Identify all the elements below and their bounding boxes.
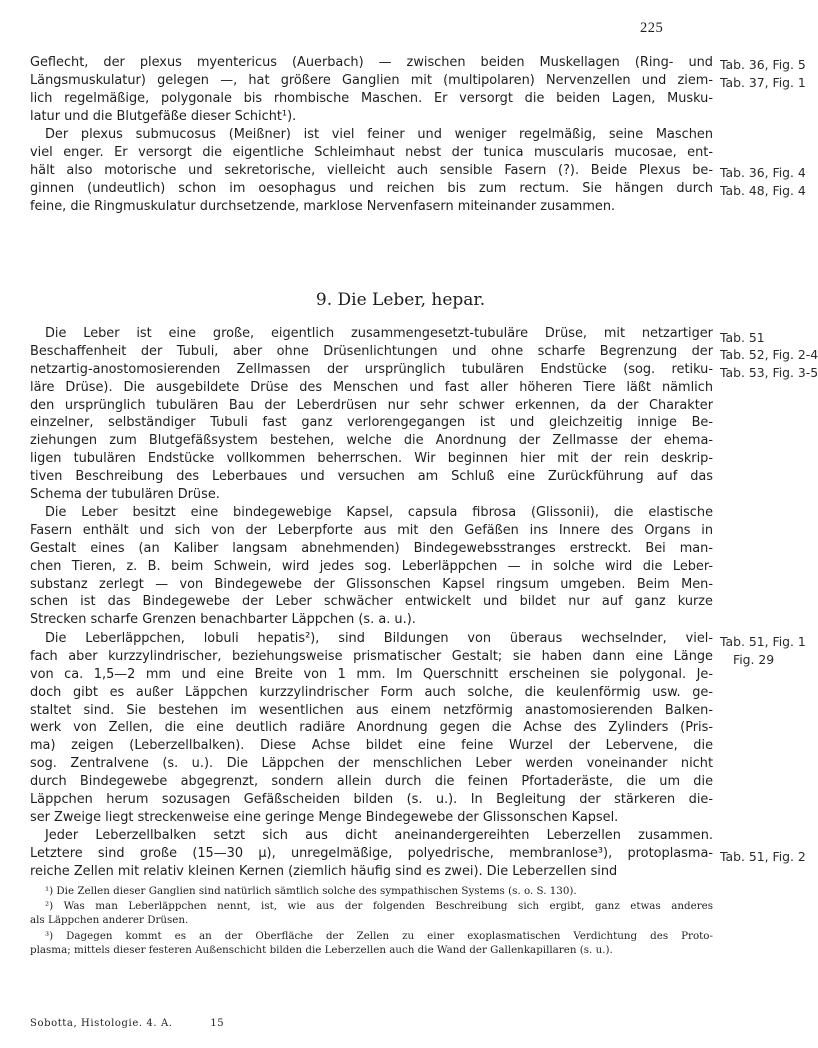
text-line: Strecken scharfe Grenzen benachbarter Läppchen (s. a. u.).: [30, 612, 416, 628]
text-line: hält also motorische und sekretorische, vielleicht auch sensible Fasern (?). Beide Plexus be-: [30, 162, 713, 178]
text-line: Läppchen herum sozusagen Gefäßscheiden bilden (s. u.). In Begleitung der stärkeren die-: [30, 792, 713, 808]
text-line: ligen tubulären Endstücke vollkommen beherrschen. Wir beginnen hier mit der rein deskrip-: [30, 451, 713, 467]
text-line: Beschaffenheit der Tubuli, aber ohne Drüsenlichtungen und ohne scharfe Begrenzung der: [30, 343, 713, 359]
footnote-line: als Läppchen anderer Drüsen.: [30, 914, 189, 927]
text-line: ma) zeigen (Leberzellbalken). Diese Achse bildet eine feine Wurzel der Lebervene, die: [30, 738, 713, 754]
paragraph-plexus-myentericus: [30, 54, 713, 126]
text-line: von ca. 1,5—2 mm und eine Breite von 1 mm. Im Querschnitt erscheinen sie polygonal. Je-: [30, 666, 713, 682]
paragraph-leber-intro: [30, 325, 713, 504]
margin-ref: Tab. 51, Fig. 1: [720, 634, 806, 649]
paragraph-kapsel: [30, 504, 713, 629]
text-line: Gestalt eines (an Kaliber langsam abnehmenden) Bindegewebsstranges erstreckt. Bei man-: [30, 540, 713, 556]
text-line: Längsmuskulatur) gelegen —, hat größere Ganglien mit (multipolaren) Nervenzellen und ziem-: [30, 72, 713, 88]
text-line: feine, die Ringmuskulatur durchsetzende, marklose Nervenfasern miteinander zusammen.: [30, 198, 616, 214]
margin-ref: Tab. 36, Fig. 4: [720, 165, 806, 180]
text-line: Geflecht, der plexus myentericus (Auerbach) — zwischen beiden Muskellagen (Ring- und: [30, 55, 713, 70]
margin-ref: Tab. 48, Fig. 4: [720, 183, 806, 198]
margin-ref: Tab. 37, Fig. 1: [720, 75, 806, 90]
margin-ref: Tab. 52, Fig. 2-4: [720, 347, 818, 362]
signature-line: Sobotta, Histologie. 4. A. 15: [30, 1018, 225, 1029]
margin-ref: Tab. 53, Fig. 3-5: [720, 365, 818, 380]
text-line: durch Bindegewebe abgegrenzt, sondern allein durch die feinen Pfortaderäste, die um die: [30, 774, 713, 790]
text-line: Jeder Leberzellbalken setzt sich aus dicht aneinandergereihten Leberzellen zusammen.: [45, 828, 713, 843]
text-line: sog. Zentralvene (s. u.). Die Läppchen der menschlichen Leber werden voneinander nicht: [30, 756, 713, 772]
text-line: staltet sind. Sie bestehen im wesentlichen aus einem netzförmig anastomosierenden Balken-: [30, 702, 713, 718]
text-line: Schema der tubulären Drüse.: [30, 487, 220, 503]
text-line: Der plexus submucosus (Meißner) ist viel feiner und weniger regelmäßig, seine Maschen: [45, 127, 713, 142]
text-line: chen Tieren, z. B. beim Schwein, wird jedes sog. Leberläppchen — in solche wird die Leber-: [30, 558, 713, 574]
text-line: den ursprünglich tubulären Bau der Leberdrüsen nur sehr schwer erkennen, da der Charakter: [30, 397, 713, 413]
footnote-line: ¹) Die Zellen dieser Ganglien sind natürlich sämtlich solche des sympathischen Systems (s. o. S. 130).: [45, 885, 577, 897]
margin-ref: Fig. 29: [733, 652, 775, 667]
paragraph-leberzellbalken: [30, 827, 713, 881]
text-line: substanz zerlegt — von Bindegewebe der Glissonschen Kapsel ringsum umgeben. Beim Men-: [30, 576, 713, 592]
margin-ref: Tab. 36, Fig. 5: [720, 57, 806, 72]
text-line: netzartig-anostomosierenden Zellmassen der ursprünglich tubulären Endstücke (sog. retiku-: [30, 361, 713, 377]
paragraph-leberlaeppchen: [30, 630, 713, 827]
text-line: Letztere sind große (15—30 µ), unregelmäßige, polyedrische, membranlose³), protoplasma-: [30, 845, 713, 861]
text-line: schen ist das Bindegewebe der Leber schwächer entwickelt und bildet nur auf ganz kurze: [30, 594, 713, 610]
text-line: Die Leberläppchen, lobuli hepatis²), sind Bildungen von überaus wechselnder, viel-: [45, 631, 713, 646]
text-line: fach aber kurzzylindrischer, beziehungsweise prismatischer Gestalt; sie haben dann eine Länge: [30, 648, 713, 664]
footnote-1: [30, 884, 713, 898]
text-line: läre Drüse). Die ausgebildete Drüse des Menschen und fast aller höheren Tiere läßt nämlich: [30, 379, 713, 395]
text-line: ziehungen zum Blutgefäßsystem bestehen, welche die Anordnung der Zellmasse der ehema-: [30, 433, 713, 449]
text-line: doch gibt es außer Läppchen kurzzylindrischer Form auch solche, die keulenförmig usw. ge-: [30, 684, 713, 700]
text-line: einzelner, selbständiger Tubuli fast ganz verlorengegangen ist und gleichzeitig innige Be-: [30, 415, 713, 431]
footnote-2: [30, 899, 713, 927]
footnote-line: ²) Was man Leberläppchen nennt, ist, wie aus der folgenden Beschreibung sich ergibt, ganz etwas anderes: [45, 900, 713, 912]
text-line: ginnen (undeutlich) schon im oesophagus und reichen bis zum rectum. Sie hängen durch: [30, 180, 713, 196]
text-line: Die Leber ist eine große, eigentlich zusammengesetzt-tubuläre Drüse, mit netzartiger: [45, 326, 713, 341]
footnote-line: ³) Dagegen kommt es an der Oberfläche der Zellen zu einer exoplasmatischen Verdichtung des Proto-: [45, 930, 713, 942]
section-heading: 9. Die Leber, hepar.: [315, 290, 486, 310]
text-line: viel enger. Er versorgt die eigentliche Schleimhaut nebst der tunica muscularis mucosae, ent-: [30, 144, 713, 160]
footnote-3: [30, 929, 713, 957]
margin-ref: Tab. 51, Fig. 2: [720, 849, 806, 864]
text-line: latur und die Blutgefäße dieser Schicht¹).: [30, 108, 297, 124]
text-line: lich regelmäßige, polygonale bis rhombische Maschen. Er versorgt die beiden Lagen, Musku-: [30, 90, 713, 106]
text-line: tiven Beschreibung des Leberbaues und versuchen am Schluß eine Zurückführung auf das: [30, 469, 713, 485]
text-line: Fasern enthält und sich von der Leberpforte aus mit den Gefäßen ins Innere des Organs in: [30, 522, 713, 538]
text-line: Die Leber besitzt eine bindegewebige Kapsel, capsula fibrosa (Glissonii), die elastische: [45, 505, 713, 520]
page-number: 225: [640, 20, 664, 36]
margin-ref: Tab. 51: [720, 330, 765, 345]
text-line: reiche Zellen mit relativ kleinen Kernen (ziemlich häufig sind es zwei). Die Leberzellen sind: [30, 863, 618, 879]
paragraph-plexus-submucosus: [30, 126, 713, 215]
text-line: werk von Zellen, die eine deutlich radiäre Anordnung gegen die Achse des Zylinders (Pris-: [30, 720, 713, 736]
text-line: ser Zweige liegt streckenweise eine geringe Menge Bindegewebe der Glissonschen Kapsel.: [30, 809, 619, 825]
footnote-line: plasma; mittels dieser festeren Außenschicht bilden die Leberzellen auch die Wand der Gallenkapillaren (s. u.).: [30, 944, 613, 957]
